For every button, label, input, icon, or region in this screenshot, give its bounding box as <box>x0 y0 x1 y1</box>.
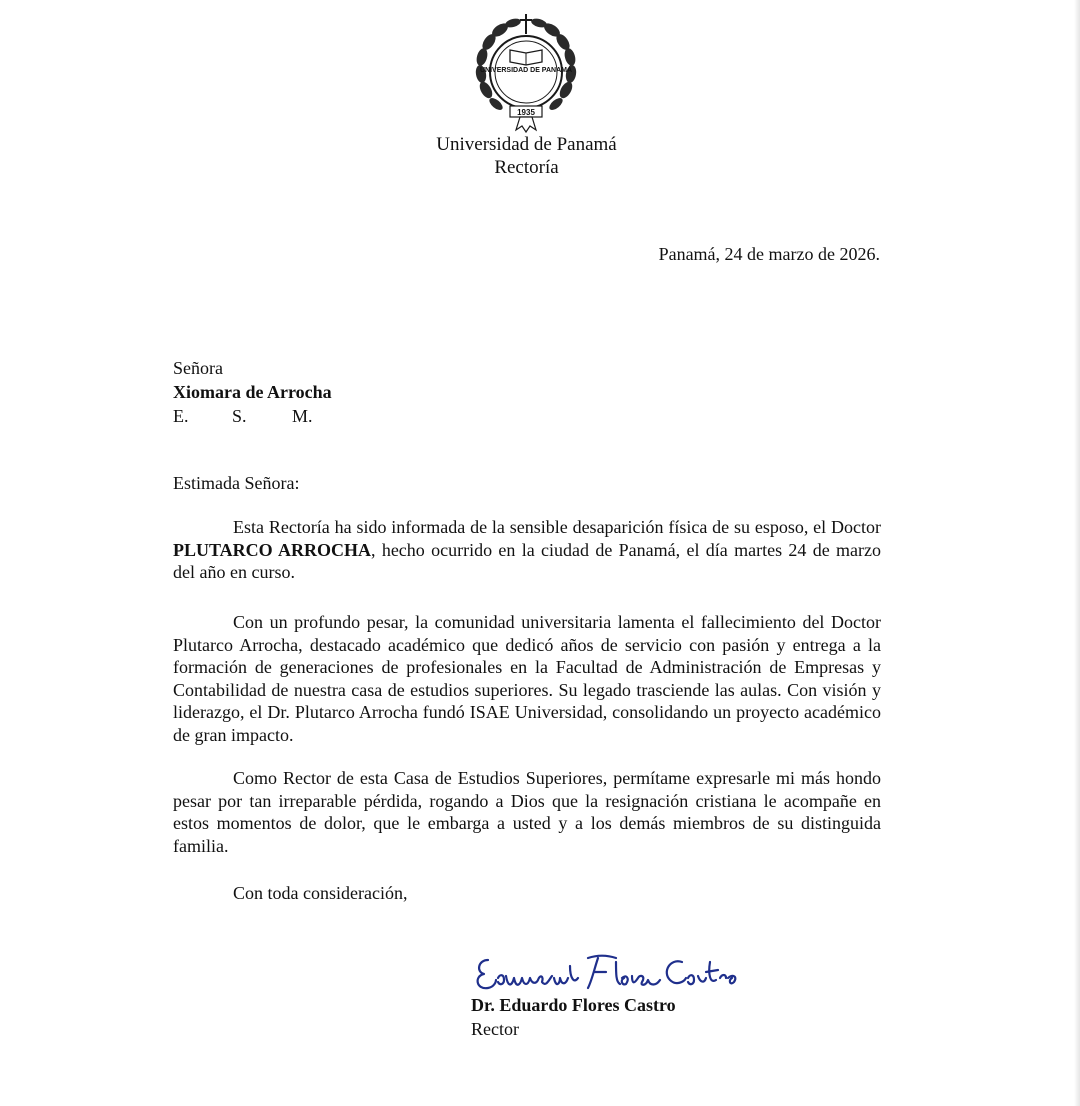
greeting: Estimada Señora: <box>173 473 300 493</box>
page-edge-shadow <box>1074 0 1080 1106</box>
recipient-esm <box>173 406 373 430</box>
esm-m: M. <box>292 406 313 426</box>
esm-s: S. <box>232 406 247 426</box>
paragraph-3: Como Rector de esta Casa de Estudios Superiores, permítame expresarle mi más hondo pesar por tan irreparable pérdida, rogando a Dios que la resignación cristiana le acompañe en estos momentos de dolor, que le embarga a usted y a los demás miembros de su distinguida familia. <box>173 768 881 856</box>
paragraph-1 <box>173 516 881 584</box>
university-seal-icon <box>470 12 582 138</box>
paragraph-1-before: Esta Rectoría ha sido informada de la sensible desaparición física de su esposo, el Doctor <box>233 517 881 537</box>
seal-year: 1935 <box>517 108 535 117</box>
institution-name: Universidad de Panamá <box>436 134 617 155</box>
paragraph-2: Con un profundo pesar, la comunidad universitaria lamenta el fallecimiento del Doctor Plutarco Arrocha, destacado académico que dedicó años de servicio con pasión y entrega a la formación de generaciones de profesionales en la Facultad de Administración de Empresas y Contabilidad de nuestra casa de estudios superiores. Su legado trasciende las aulas. Con visión y liderazgo, el Dr. Plutarco Arrocha fundó ISAE Universidad, consolidando un proyecto académico de gran impacto. <box>173 612 881 745</box>
deceased-name: PLUTARCO ARROCHA <box>173 539 371 560</box>
seal-ring-text: UNIVERSIDAD DE PANAMÁ <box>479 67 573 74</box>
recipient-salutation: Señora <box>173 358 223 378</box>
signatory-title: Rector <box>471 1019 519 1039</box>
esm-e: E. <box>173 406 189 426</box>
signatory-name: Dr. Eduardo Flores Castro <box>471 995 676 1015</box>
department-name: Rectoría <box>494 157 559 178</box>
closing: Con toda consideración, <box>233 883 408 903</box>
recipient-name: Xiomara de Arrocha <box>173 382 332 402</box>
date-line: Panamá, 24 de marzo de 2026. <box>658 244 880 264</box>
paragraph-1-after: , hecho ocurrido en la ciudad de Panamá, el día martes 24 de marzo del año en curso. <box>173 539 882 583</box>
